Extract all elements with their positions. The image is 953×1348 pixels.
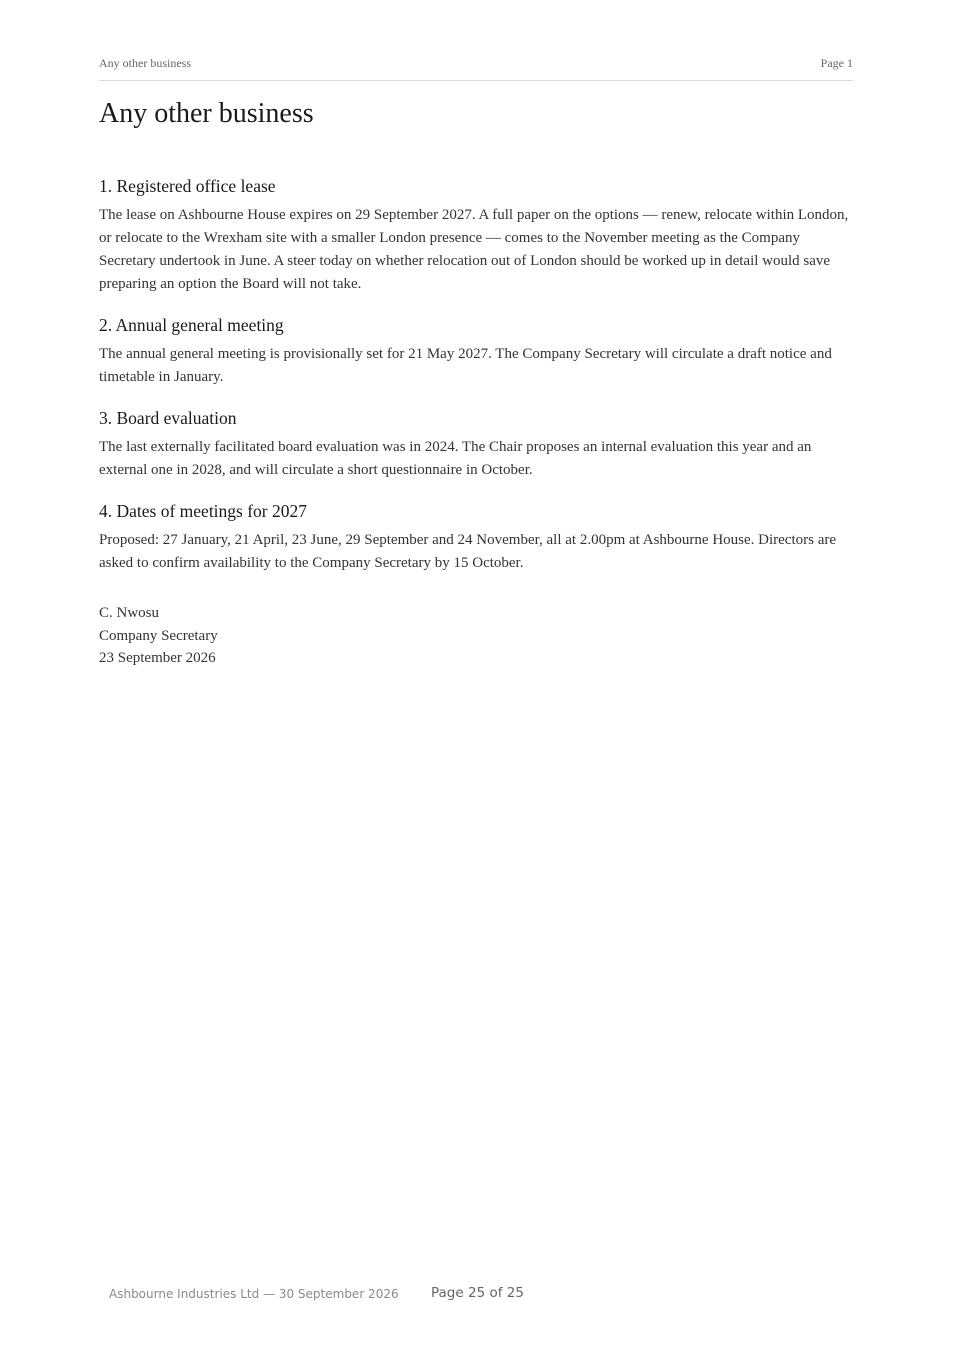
header-page-label: Page 1 (820, 56, 853, 70)
page-footer (0, 1284, 953, 1304)
section-body: The annual general meeting is provisionally set for 21 May 2027. The Company Secretary will circulate a draft notice and timetable in January. (99, 346, 832, 385)
page-title: Any other business (99, 98, 314, 129)
section-body: The last externally facilitated board evaluation was in 2024. The Chair proposes an internal evaluation this year and an external one in 2028, and will circulate a short questionnaire in October. (99, 439, 812, 478)
section-board-evaluation (99, 406, 853, 482)
footer-organisation: Ashbourne Industries Ltd — 30 September 2026 (109, 1287, 399, 1301)
section-heading: 4. Dates of meetings for 2027 (99, 501, 308, 521)
section-body: The lease on Ashbourne House expires on 29 September 2027. A full paper on the options — renew, relocate within London, or relocate to the Wrexham site with a smaller London presence — comes to the November meeting as the Company Secretary undertook in June. A steer today on whether relocation out of London should be worked up in detail would save preparing an option the Board will not take. (99, 207, 849, 292)
running-title: Any other business (99, 56, 191, 70)
section-dates-of-meetings (99, 499, 853, 575)
page-header (99, 55, 853, 81)
document-body (99, 96, 853, 670)
section-heading: 2. Annual general meeting (99, 315, 284, 335)
signatory-name: C. Nwosu (99, 605, 160, 621)
section-heading: 1. Registered office lease (99, 176, 276, 196)
agenda-sections (99, 174, 853, 575)
section-heading: 3. Board evaluation (99, 408, 237, 428)
signature-date: 23 September 2026 (99, 650, 216, 666)
footer-page-number: Page 25 of 25 (431, 1285, 524, 1301)
signature-block (99, 602, 853, 670)
signatory-role: Company Secretary (99, 627, 218, 644)
section-body: Proposed: 27 January, 21 April, 23 June, 29 September and 24 November, all at 2.00pm at Ashbourne House. Directors are asked to confirm availability to the Company Secretary by 15 October. (99, 532, 837, 571)
section-annual-general-meeting (99, 313, 853, 389)
section-registered-office-lease (99, 174, 853, 296)
